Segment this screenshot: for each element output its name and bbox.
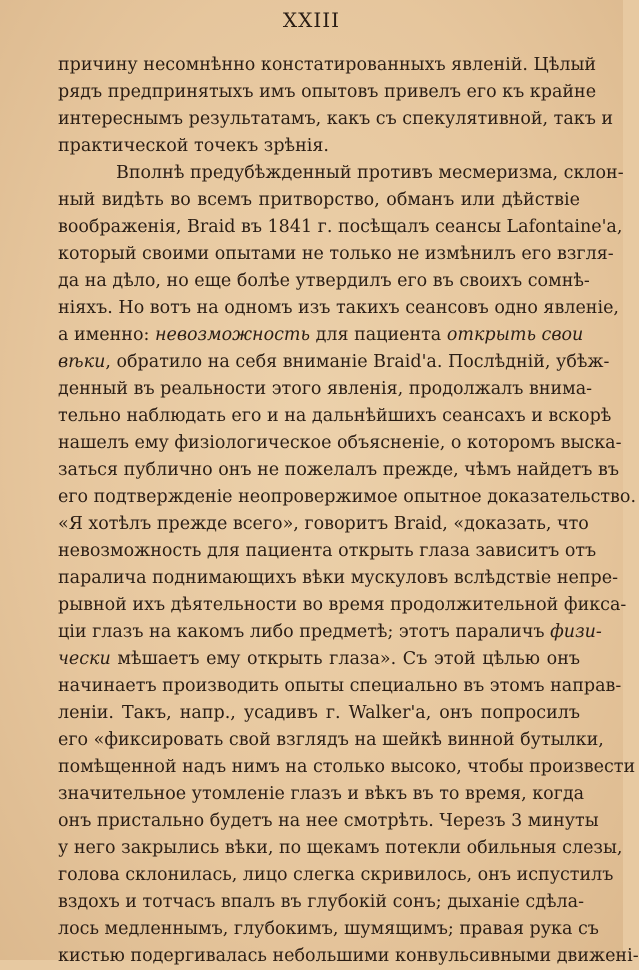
- text-line: [58, 646, 580, 673]
- text-segment: леніи. Такъ, напр., усадивъ г. Walker'a, онъ попросилъ: [58, 703, 580, 723]
- text-line: [58, 160, 624, 187]
- text-line: [58, 430, 622, 457]
- text-segment: для пациента: [310, 325, 447, 345]
- text-line: [58, 862, 614, 889]
- text-segment: мѣшаетъ ему открыть глаза». Съ этой цѣлью онъ: [110, 649, 580, 669]
- text-segment: онъ пристально будетъ на нее смотрѣть. Черезъ 3 минуты: [58, 811, 599, 831]
- text-segment: денный въ реальности этого явленія, продолжалъ внима-: [58, 379, 593, 399]
- text-segment: ціи глазъ на какомъ либо предметѣ; этотъ параличъ: [58, 622, 551, 642]
- text-segment: причину несомнѣнно констатированныхъ явленій. Цѣлый: [58, 55, 597, 75]
- text-line: [58, 376, 593, 403]
- text-segment: заться публично онъ не пожелалъ прежде, чѣмъ найдетъ въ: [58, 460, 619, 480]
- text-segment: невозможность для пациента открыть глаза зависитъ отъ: [58, 541, 597, 561]
- text-segment: рывной ихъ дѣятельности во время продолжительной фикса-: [58, 595, 627, 615]
- text-line: [58, 52, 597, 79]
- text-line: [58, 565, 618, 592]
- text-line: [58, 403, 612, 430]
- text-segment: а именно:: [58, 325, 155, 345]
- text-segment: лось медленнымъ, глубокимъ, шумящимъ; правая рука съ: [58, 919, 599, 939]
- text-line: [58, 268, 590, 295]
- text-segment: вздохъ и тотчасъ впалъ въ глубокій сонъ; дыханіе сдѣла-: [58, 892, 584, 912]
- italic-text: невозможность: [154, 325, 311, 345]
- italic-text: открыть свои: [446, 325, 584, 345]
- text-line: [58, 835, 623, 862]
- text-segment: у него закрылись вѣки, по щекамъ потекли обильныя слезы,: [58, 838, 623, 858]
- text-segment: его «фиксировать свой взглядъ на шейкѣ винной бутылки,: [58, 730, 604, 750]
- italic-text: физи-: [550, 622, 602, 642]
- italic-text: вѣки: [58, 352, 106, 372]
- text-line: [58, 133, 580, 160]
- body-text: [58, 52, 639, 970]
- text-line: [58, 619, 602, 646]
- text-segment: воображенія, Braid въ 1841 г. посѣщалъ сеансы Lafontaine'a,: [58, 217, 623, 237]
- text-segment: ный видѣть во всемъ притворство, обманъ или дѣйствіе: [58, 190, 580, 210]
- text-segment: ніяхъ. Но вотъ на одномъ изъ такихъ сеансовъ одно явленіе,: [58, 298, 619, 318]
- text-line: [58, 592, 627, 619]
- text-segment: нашелъ ему физіологическое объясненіе, о которомъ выска-: [58, 433, 622, 453]
- text-segment: паралича поднимающихъ вѣки мускуловъ вслѣдствіе непре-: [58, 568, 618, 588]
- text-segment: кистью подергивалась небольшими конвульсивными движені-: [58, 946, 639, 966]
- text-line: [58, 106, 614, 133]
- text-line: [58, 295, 619, 322]
- text-line: [58, 916, 599, 943]
- text-segment: его подтвержденіе неопровержимое опытное доказательство.: [58, 487, 637, 507]
- text-line: [58, 808, 599, 835]
- text-segment: Вполнѣ предубѣжденный противъ месмеризма, склон-: [116, 163, 624, 183]
- text-segment: начинаетъ производить опыты специально въ этомъ направ-: [58, 676, 622, 696]
- text-segment: интереснымъ результатамъ, какъ съ спекулятивной, такъ и: [58, 109, 614, 129]
- text-line: [58, 889, 584, 916]
- text-line: [58, 214, 623, 241]
- text-line: [58, 79, 597, 106]
- text-line: [58, 241, 614, 268]
- text-line: [58, 457, 619, 484]
- italic-text: чески: [58, 649, 111, 669]
- page-number: XXIII: [282, 8, 341, 32]
- text-line: [58, 673, 622, 700]
- text-segment: да на дѣло, но еще болѣе утвердилъ его въ своихъ сомнѣ-: [58, 271, 590, 291]
- text-segment: который своими опытами не только не измѣнилъ его взгля-: [58, 244, 614, 264]
- text-segment: , обратило на себя вниманіе Braid'a. Послѣдній, убѣж-: [105, 352, 610, 372]
- text-line: [58, 511, 589, 538]
- text-line: [58, 349, 610, 376]
- text-segment: тельно наблюдать его и на дальнѣйшихъ сеансахъ и вскорѣ: [58, 406, 612, 426]
- text-line: [58, 484, 637, 511]
- text-line: [58, 187, 580, 214]
- text-line: [58, 538, 597, 565]
- text-segment: помѣщенной надъ нимъ на столько высоко, чтобы произвести: [58, 757, 636, 777]
- text-line: [58, 943, 639, 970]
- text-segment: голова склонилась, лицо слегка скривилось, онъ испустилъ: [58, 865, 614, 885]
- text-segment: рядъ предпринятыхъ имъ опытовъ привелъ его къ крайне: [58, 82, 597, 102]
- text-segment: значительное утомленіе глазъ и вѣкъ въ то время, когда: [58, 784, 585, 804]
- text-line: [58, 700, 580, 727]
- text-segment: «Я хотѣлъ прежде всего», говоритъ Braid, «доказать, что: [58, 514, 589, 534]
- text-line: [58, 781, 585, 808]
- text-segment: практической точекъ зрѣнія.: [58, 136, 329, 156]
- text-line: [58, 727, 604, 754]
- text-line: [58, 754, 636, 781]
- text-line: [58, 322, 584, 349]
